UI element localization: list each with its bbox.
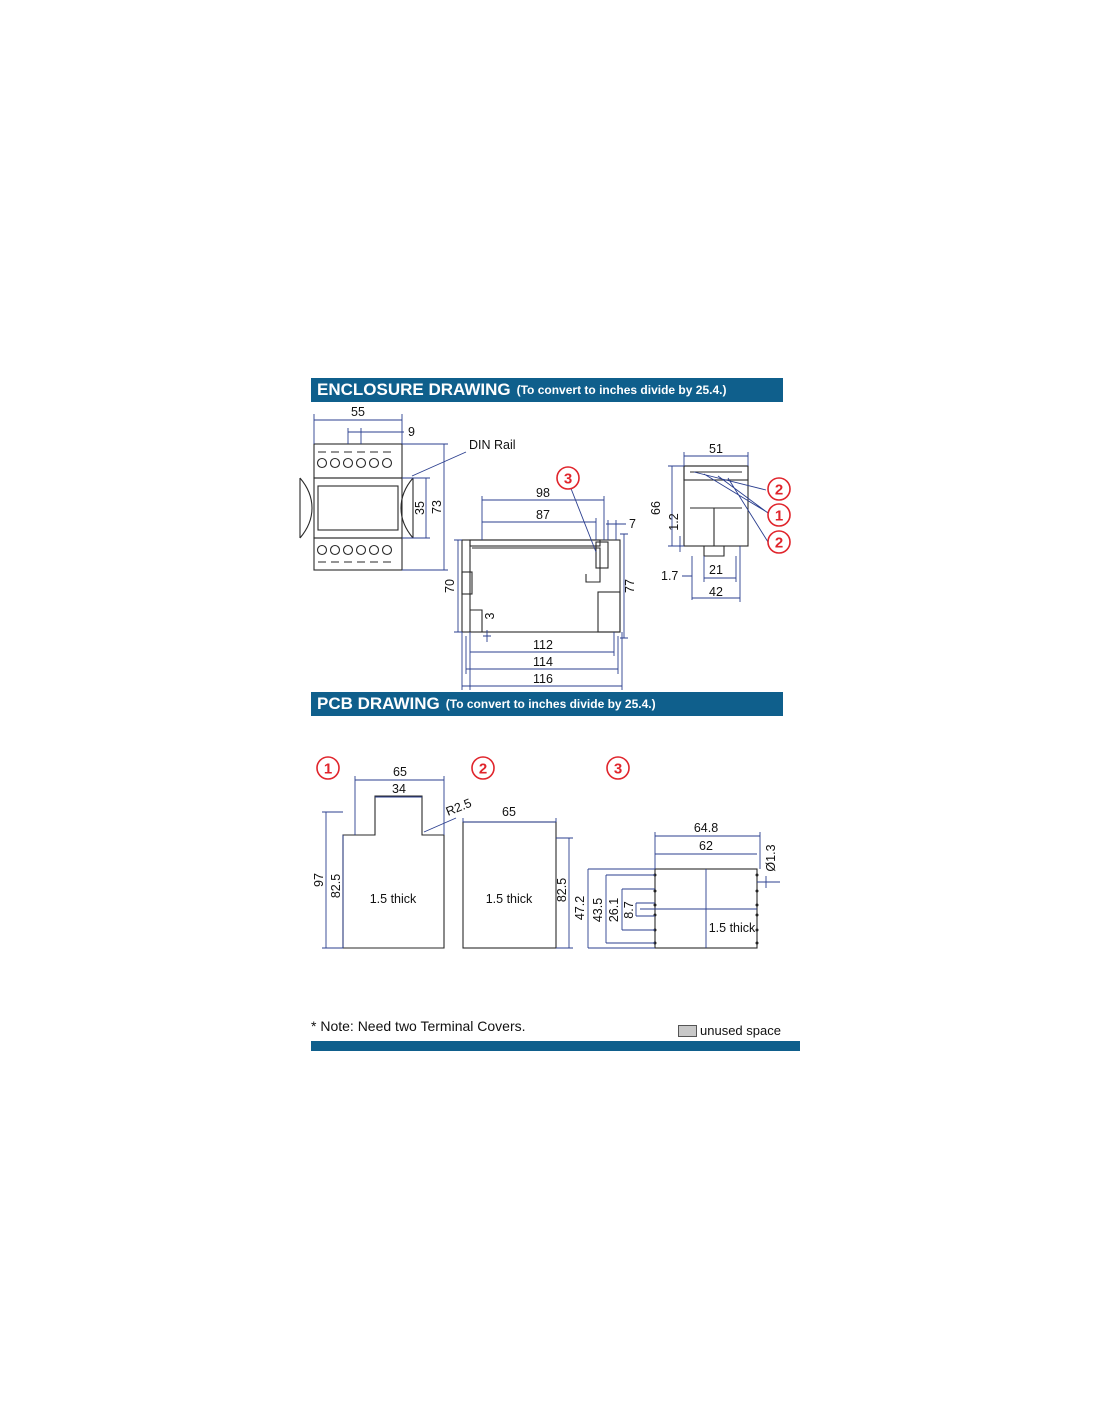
dim-offset: 3 bbox=[483, 612, 497, 620]
svg-text:2: 2 bbox=[774, 481, 784, 499]
enclosure-subtitle: (To convert to inches divide by 25.4.) bbox=[516, 383, 727, 397]
dim-depth-outer: 98 bbox=[536, 486, 550, 500]
callout-1-pcb bbox=[317, 757, 339, 779]
callout-2-lower bbox=[768, 531, 790, 553]
pcb-3-dim-h3: 26.1 bbox=[607, 897, 621, 923]
din-bracket-right bbox=[401, 478, 413, 538]
side-foot bbox=[470, 610, 482, 632]
pcb-2-dim-width: 65 bbox=[502, 805, 516, 819]
pcb-2-outline bbox=[463, 822, 556, 948]
din-bracket-left bbox=[300, 478, 312, 538]
callout-3-pcb bbox=[607, 757, 629, 779]
pcb-1-dim-width: 65 bbox=[393, 765, 407, 779]
unused-space-legend bbox=[678, 1023, 781, 1038]
pcb-1 bbox=[312, 757, 474, 948]
side-view bbox=[443, 486, 637, 690]
dim-66-line bbox=[668, 466, 684, 546]
pcb-1-radius-leader bbox=[424, 818, 456, 832]
pcb-2-dim-height: 82.5 bbox=[555, 877, 569, 903]
top-terminal-block bbox=[314, 444, 402, 478]
din-leader bbox=[412, 452, 466, 476]
end-callout-leaders bbox=[694, 472, 772, 542]
end-inner bbox=[690, 472, 742, 546]
end-view bbox=[649, 442, 772, 602]
pcb-3-dim-h4-line bbox=[636, 903, 655, 916]
callout-3-leader bbox=[570, 486, 596, 552]
dim-height-right: 77 bbox=[623, 579, 637, 593]
pcb-3-dim-hole: Ø1.3 bbox=[764, 844, 778, 872]
pcb-3-dim-h4: 8.7 bbox=[622, 901, 636, 919]
end-foot bbox=[704, 546, 724, 556]
pcb-1-dim-tab: 34 bbox=[392, 782, 406, 796]
pcb-subtitle: (To convert to inches divide by 25.4.) bbox=[445, 697, 656, 711]
pcb-3-center-lines bbox=[640, 869, 757, 948]
dim-1-7-line bbox=[682, 556, 692, 600]
terminal-cover-note: * Note: Need two Terminal Covers. bbox=[311, 1018, 526, 1034]
pcb-1-outline bbox=[343, 796, 444, 948]
dim-base-2: 114 bbox=[533, 655, 553, 669]
dim-height-left: 70 bbox=[443, 579, 457, 593]
pcb-title: PCB DRAWING bbox=[317, 694, 440, 713]
dim-end-width: 42 bbox=[709, 585, 723, 599]
pcb-1-dim-radius: R2.5 bbox=[443, 795, 474, 819]
front-view bbox=[300, 405, 516, 570]
dim-rail: 35 bbox=[413, 501, 427, 515]
callout-3-top bbox=[557, 467, 579, 489]
pcb-3-dim-h1: 47.2 bbox=[573, 895, 587, 921]
footer-bar bbox=[311, 1041, 800, 1051]
dim-cover: 7 bbox=[629, 517, 636, 531]
svg-text:1: 1 bbox=[774, 507, 784, 525]
pcb-2 bbox=[463, 757, 573, 948]
dim-pitch: 9 bbox=[408, 425, 415, 439]
enclosure-window bbox=[318, 486, 398, 530]
pcb-3-dim-hole-line bbox=[757, 876, 780, 888]
side-pcb-top bbox=[470, 540, 600, 546]
din-rail-label: DIN Rail bbox=[469, 438, 516, 452]
enclosure-body bbox=[314, 478, 402, 538]
side-clip-right bbox=[598, 592, 620, 632]
end-body bbox=[684, 466, 748, 546]
bottom-terminal-screws bbox=[318, 546, 392, 563]
callout-2-upper bbox=[768, 478, 790, 500]
pcb-2-thickness: 1.5 thick bbox=[485, 892, 533, 906]
pcb-3-dim-inner: 62 bbox=[699, 839, 713, 853]
pcb-3 bbox=[573, 757, 780, 948]
dim-height: 73 bbox=[430, 500, 444, 514]
unused-space-swatch bbox=[678, 1025, 697, 1037]
top-terminal-screws bbox=[318, 452, 392, 468]
svg-text:3: 3 bbox=[563, 470, 573, 488]
callout-2-pcb bbox=[472, 757, 494, 779]
unused-space-label: unused space bbox=[700, 1023, 781, 1038]
dim-end-center: 21 bbox=[709, 563, 723, 577]
pcb-1-thickness: 1.5 thick bbox=[369, 892, 417, 906]
dim-base-1: 112 bbox=[533, 638, 553, 652]
callout-1-end bbox=[768, 504, 790, 526]
dim-end-height: 66 bbox=[649, 501, 663, 515]
dim-base-3: 116 bbox=[533, 672, 553, 686]
enclosure-title: ENCLOSURE DRAWING bbox=[317, 380, 511, 399]
pcb-3-thickness: 1.5 thick bbox=[708, 921, 756, 935]
pcb-1-dim-height: 97 bbox=[312, 873, 326, 887]
dim-width: 55 bbox=[351, 405, 365, 419]
pcb-1-dim-body: 82.5 bbox=[329, 873, 343, 899]
dim-pitch-line bbox=[348, 428, 404, 444]
dim-end-top: 51 bbox=[709, 442, 723, 456]
dim-7-line bbox=[606, 520, 626, 540]
dim-end-offset: 1.7 bbox=[661, 569, 679, 583]
pcb-3-dim-h2: 43.5 bbox=[591, 897, 605, 923]
svg-text:2: 2 bbox=[478, 760, 488, 778]
dim-depth-inner: 87 bbox=[536, 508, 550, 522]
svg-text:3: 3 bbox=[613, 760, 623, 778]
svg-text:1: 1 bbox=[323, 760, 333, 778]
dim-end-gap: 1.2 bbox=[667, 513, 681, 531]
pcb-3-dim-outer: 64.8 bbox=[693, 821, 719, 835]
svg-text:2: 2 bbox=[774, 534, 784, 552]
